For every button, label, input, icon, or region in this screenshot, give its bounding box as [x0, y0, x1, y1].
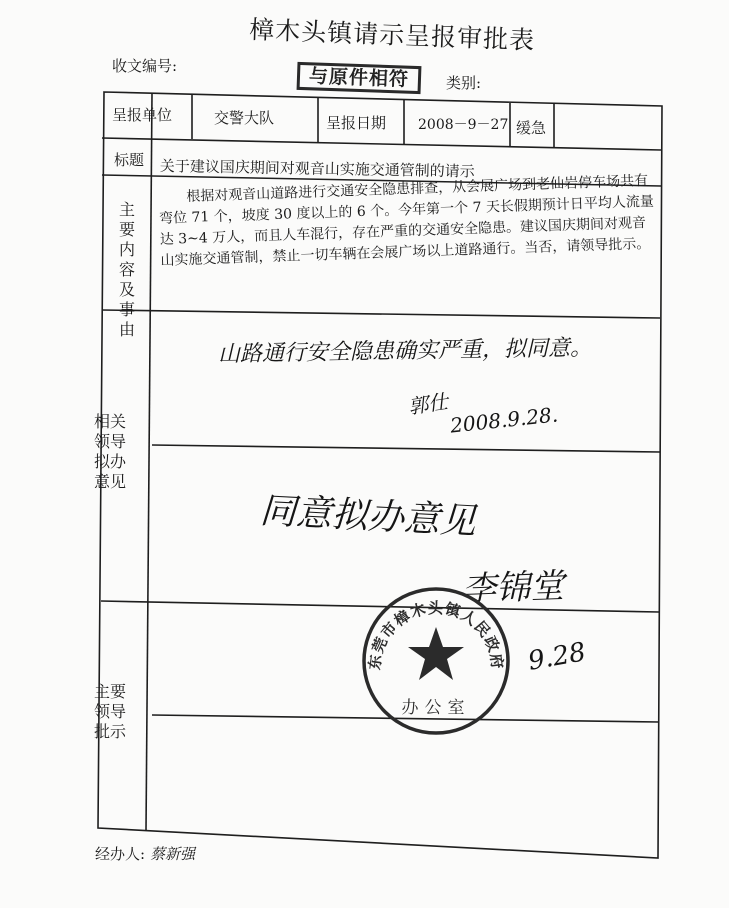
- category-label: 类别:: [446, 74, 482, 92]
- leader-opinion-label: 相关领导拟办意见: [93, 412, 126, 491]
- main-content-label: 主要内容及事由: [118, 200, 135, 339]
- row-line-1: [102, 138, 661, 150]
- subject-label: 标题: [114, 151, 145, 169]
- main-content-text: 根据对观音山道路进行交通安全隐患排查，从会展广场到老仙岩停车场共有弯位 71 个，坡度 30 度以上的 6 个。今年第一个 7 天长假期预计日平均人流量达 3~4 万人，而且人车混行，存在严重的交通安全隐患。建议国庆期间对观音山实施交通管制，禁止一切车辆在会展广场以上道路通行。当否，请领导批示。: [158, 172, 655, 269]
- leader-opinion-date-2: 9.28: [525, 637, 589, 677]
- handler-name: 蔡新强: [150, 845, 196, 863]
- leader-opinion-date-1: 2008.9.28.: [449, 402, 560, 438]
- conform-to-original-stamp: 与原件相符: [297, 62, 422, 94]
- label-column-divider: [146, 94, 152, 830]
- seal-ring-text: 东莞市樟木头镇人民政府: [365, 599, 507, 671]
- leader-opinion-signature-2: 李锦堂: [461, 566, 565, 610]
- row-line-4: [152, 445, 660, 452]
- handler-label: 经办人:: [95, 845, 146, 863]
- leader-opinion-handwriting-2: 同意拟办意见: [258, 490, 477, 543]
- subject-value: 关于建议国庆期间对观音山实施交通管制的请示: [159, 156, 475, 181]
- submit-date-label: 呈报日期: [326, 114, 387, 132]
- main-leader-label: 主要领导批示: [93, 682, 126, 741]
- submit-unit-value: 交警大队: [214, 109, 275, 127]
- seal-bottom-text: 办公室: [401, 698, 471, 718]
- receipt-number-label: 收文编号:: [112, 57, 178, 75]
- form-title: 樟木头镇请示呈报审批表: [248, 14, 536, 55]
- seal-star: [408, 627, 464, 680]
- leader-opinion-signature-1: 郭仕: [406, 389, 450, 419]
- submit-date-value: 2008－9－27: [418, 117, 509, 133]
- leader-opinion-handwriting-1: 山路通行安全隐患确实严重，拟同意。: [217, 335, 593, 368]
- submit-unit-label: 呈报单位: [112, 106, 173, 124]
- urgency-label: 缓急: [516, 119, 547, 137]
- official-seal: [360, 585, 512, 737]
- row-line-3: [102, 310, 660, 318]
